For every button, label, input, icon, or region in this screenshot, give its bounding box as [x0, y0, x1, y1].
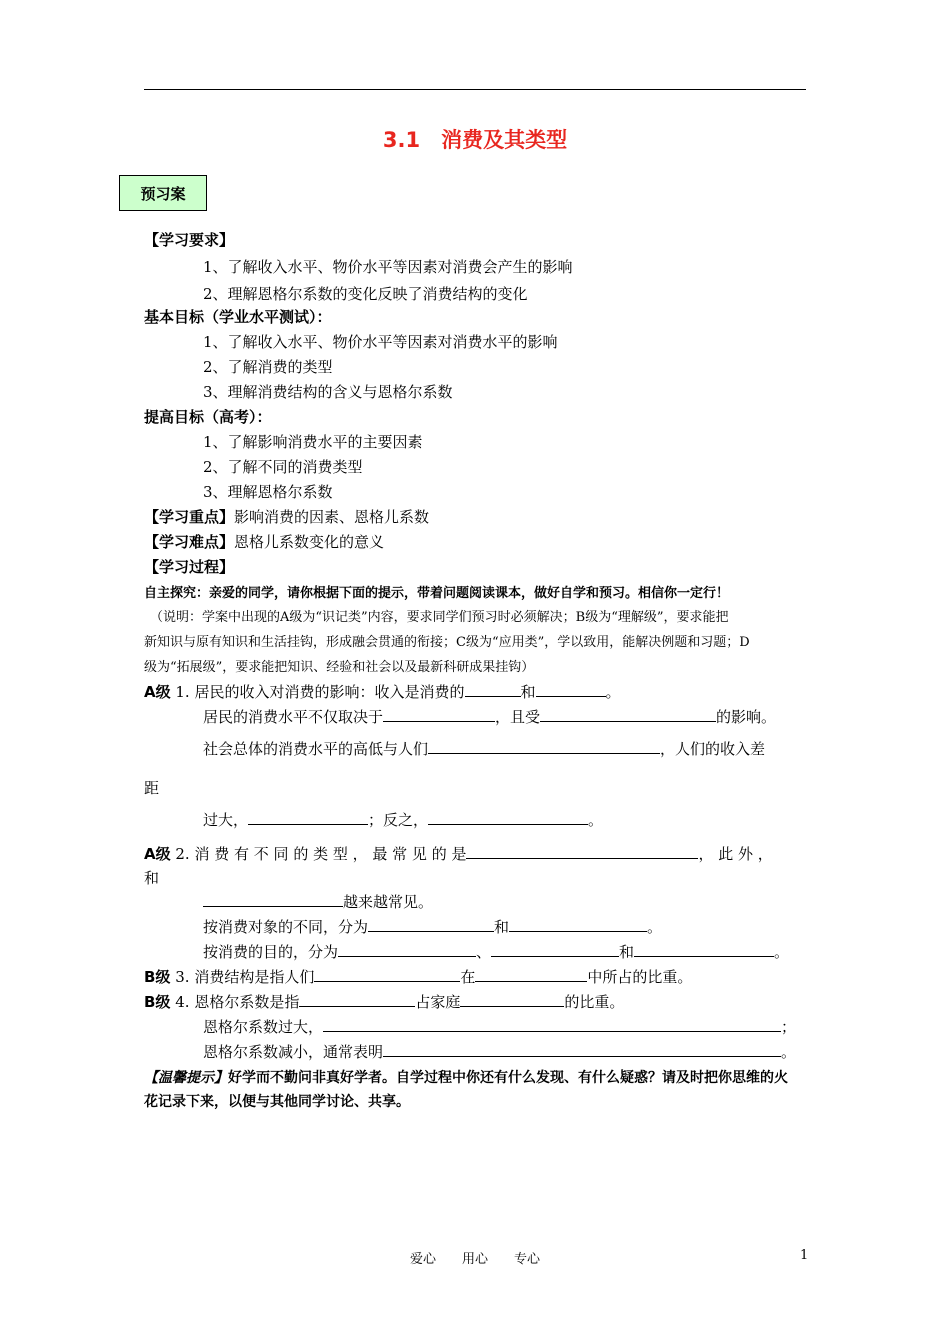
- q3-b: 在: [460, 968, 476, 986]
- preview-box-text: 预习案: [140, 184, 186, 203]
- adv-item-3: 3、理解恩格尔系数: [203, 483, 333, 501]
- q2-l3-a: 按消费对象的不同，分为: [203, 918, 369, 936]
- q1-wrap: 距: [144, 779, 160, 797]
- q2-l3-b: 和: [494, 918, 510, 936]
- q2-line-1: [144, 843, 773, 864]
- blank[interactable]: [368, 917, 494, 932]
- tip-line-1: [144, 1067, 788, 1087]
- diff-text: 恩格儿系数变化的意义: [234, 533, 385, 551]
- q4-l3-b: 。: [781, 1043, 797, 1061]
- blank[interactable]: [383, 1042, 781, 1057]
- q4-l2-a: 恩格尔系数过大，: [203, 1018, 324, 1036]
- note-line-3: 级为“拓展级”，要求能把知识、经验和社会以及最新科研成果挂钩）: [144, 660, 535, 675]
- q1-l2-c: 的影响。: [716, 708, 777, 726]
- q2-l1-b: ， 此 外 ，: [698, 845, 773, 863]
- q1-l4-b: ；反之，: [368, 811, 429, 829]
- q1-line-4: [203, 809, 603, 830]
- adv-heading: 提高目标（高考）：: [144, 408, 272, 426]
- q2-l2-b: 越来越常见。: [343, 893, 434, 911]
- q4-l2-b: ；: [781, 1018, 797, 1036]
- blank[interactable]: [536, 682, 606, 697]
- basic-heading: 基本目标（学业水平测试）：: [144, 308, 332, 326]
- q4-level: B级: [144, 993, 171, 1011]
- q2-l3-c: 。: [647, 918, 663, 936]
- adv-item-2: 2、了解不同的消费类型: [203, 458, 363, 476]
- q1-line-3: [203, 738, 765, 759]
- q1-l4-a: 过大，: [203, 811, 249, 829]
- self-study-text: 自主探究：亲爱的同学，请你根据下面的提示，带着问题阅读课本，做好自学和预习。相信你一定行！: [144, 586, 730, 601]
- q3-level: B级: [144, 968, 171, 986]
- q1-l2-b: ，且受: [495, 708, 541, 726]
- q4-line-1: [144, 991, 624, 1012]
- key-label: 【学习重点】: [144, 508, 235, 526]
- q3-num: 3.: [175, 968, 190, 986]
- q2-wrap: 和: [144, 869, 160, 887]
- page-footer: 爱心 用心 专心: [409, 1252, 540, 1267]
- key-text: 影响消费的因素、恩格儿系数: [234, 508, 430, 526]
- blank[interactable]: [460, 992, 564, 1007]
- q1-num: 1.: [175, 683, 190, 701]
- blank[interactable]: [338, 942, 476, 957]
- basic-item-1: 1、了解收入水平、物价水平等因素对消费水平的影响: [203, 333, 558, 351]
- q4-line-3: [203, 1041, 796, 1062]
- page-number: 1: [800, 1248, 809, 1263]
- q2-l4-a: 按消费的目的，分为: [203, 943, 339, 961]
- blank[interactable]: [491, 942, 619, 957]
- page-title: 3.1 消费及其类型: [382, 128, 568, 152]
- q4-line-2: [203, 1016, 796, 1037]
- q4-l3-a: 恩格尔系数减小，通常表明: [203, 1043, 384, 1061]
- q2-l4-c: 和: [619, 943, 635, 961]
- q2-line-3: [203, 916, 662, 937]
- q1-text-b: 和: [520, 683, 536, 701]
- q1-l3-b: ，人们的收入差: [660, 740, 766, 758]
- q2-num: 2.: [175, 845, 190, 863]
- header-rule: [144, 89, 806, 90]
- blank[interactable]: [634, 942, 774, 957]
- blank[interactable]: [465, 682, 521, 697]
- q1-text-c: 。: [605, 683, 621, 701]
- q1-l3-a: 社会总体的消费水平的高低与人们: [203, 740, 429, 758]
- blank[interactable]: [248, 810, 368, 825]
- note-line-2: 新知识与原有知识和生活挂钩，形成融会贯通的衔接；C级为“应用类”，学以致用，能解决例题和习题；D: [144, 635, 750, 650]
- q2-line-4: [203, 941, 789, 962]
- q4-num: 4.: [175, 993, 190, 1011]
- q3-a: 消费结构是指人们: [194, 968, 315, 986]
- basic-item-3: 3、理解消费结构的含义与恩格尔系数: [203, 383, 453, 401]
- blank[interactable]: [203, 892, 343, 907]
- note-line-1: （说明：学案中出现的A级为“识记类”内容，要求同学们预习时必须解决；B级为“理解级”，要求能把: [150, 610, 729, 625]
- q4-a: 恩格尔系数是指: [194, 993, 300, 1011]
- q4-b: 占家庭: [415, 993, 461, 1011]
- q2-l4-d: 。: [774, 943, 790, 961]
- blank[interactable]: [428, 739, 660, 754]
- blank[interactable]: [299, 992, 415, 1007]
- diff-label: 【学习难点】: [144, 533, 235, 551]
- blank[interactable]: [466, 844, 698, 859]
- q2-l1-a: 消 费 有 不 同 的 类 型 ， 最 常 见 的 是: [194, 845, 467, 863]
- q1-l4-c: 。: [588, 811, 604, 829]
- blank[interactable]: [383, 707, 495, 722]
- blank[interactable]: [428, 810, 588, 825]
- difficulty-point: [144, 531, 384, 552]
- q2-level: A级: [144, 845, 171, 863]
- req-item-2: 2、理解恩格尔系数的变化反映了消费结构的变化: [203, 285, 528, 303]
- q1-level: A级: [144, 683, 171, 701]
- tip-label: 【温馨提示】: [144, 1070, 228, 1086]
- blank[interactable]: [509, 917, 647, 932]
- tip-text-1: 好学而不勤问非真好学者。自学过程中你还有什么发现、有什么疑惑？请及时把你思维的火: [228, 1070, 788, 1086]
- basic-item-2: 2、了解消费的类型: [203, 358, 333, 376]
- blank[interactable]: [323, 1017, 781, 1032]
- q1-l2-a: 居民的消费水平不仅取决于: [203, 708, 384, 726]
- q1-text-a: 居民的收入对消费的影响：收入是消费的: [194, 683, 465, 701]
- q1-line-1: [144, 681, 621, 702]
- q1-line-2: [203, 706, 776, 727]
- blank[interactable]: [314, 967, 460, 982]
- q2-line-2: [203, 891, 433, 912]
- preview-box-label: [119, 175, 207, 211]
- req-item-1: 1、了解收入水平、物价水平等因素对消费会产生的影响: [203, 258, 573, 276]
- q4-c: 的比重。: [564, 993, 625, 1011]
- q3-line: [144, 966, 692, 987]
- q2-l4-b: 、: [476, 943, 492, 961]
- q3-c: 中所占的比重。: [587, 968, 693, 986]
- key-point: [144, 506, 429, 527]
- adv-item-1: 1、了解影响消费水平的主要因素: [203, 433, 423, 451]
- req-heading: 【学习要求】: [144, 231, 235, 249]
- process-heading: 【学习过程】: [144, 558, 235, 576]
- tip-line-2: 花记录下来，以便与其他同学讨论、共享。: [144, 1094, 410, 1110]
- blank[interactable]: [475, 967, 587, 982]
- blank[interactable]: [540, 707, 716, 722]
